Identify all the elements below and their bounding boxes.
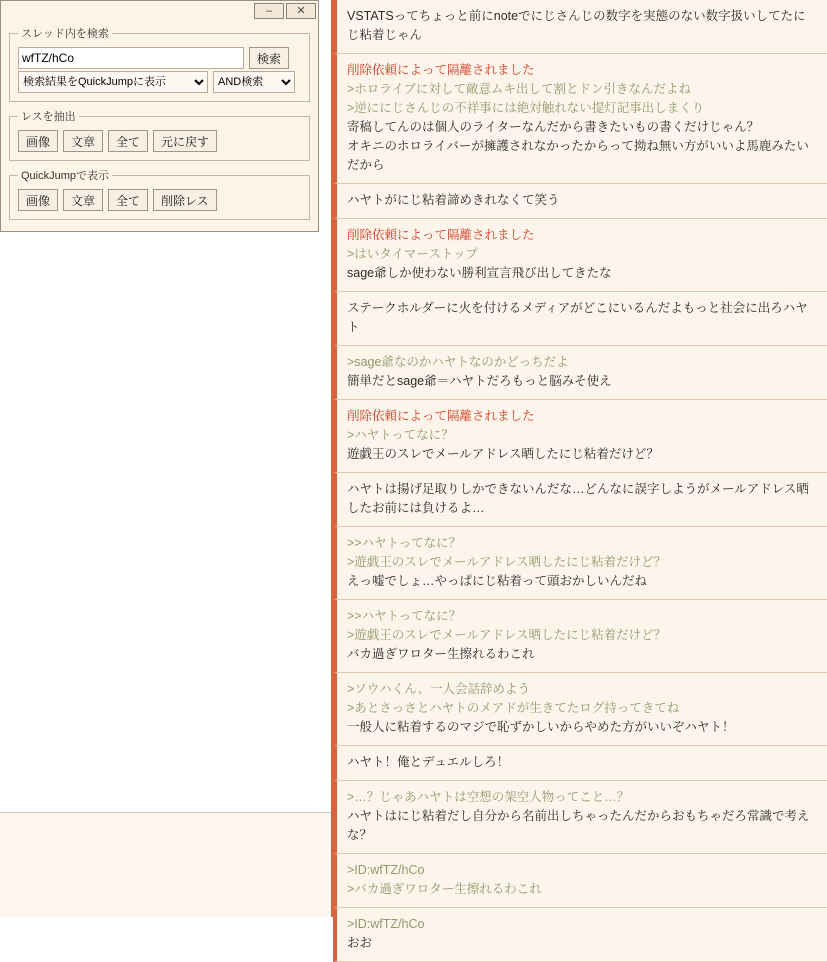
extract-legend: レスを抽出 [21,111,76,123]
close-button[interactable]: ✕ [286,3,316,19]
post-body-line: ステークホルダーに火を付けるメディアがどこにいるんだよもっと社会に出ろハヤト [347,301,808,334]
extract-buttons-row [18,130,301,152]
post-body-line: おお [347,936,373,950]
post-deleted-notice: 削除依頼によって隔離されました [347,228,535,242]
post-body-line: オキニのホロライバーが擁護されなかったからって拗ね無い方がいいよ馬鹿みたいだから [347,139,809,172]
extract-images-button[interactable]: 画像 [18,130,58,152]
thread-post[interactable] [333,746,827,781]
post-body-line: ハヤト！俺とデュエルしろ！ [347,755,510,769]
quickjump-text-button[interactable]: 文章 [63,189,103,211]
quickjump-deleted-button[interactable]: 削除レス [153,189,217,211]
post-quote-line: >ホロライブに対して敵意ムキ出して割とドン引きなんだよね [347,82,692,96]
quickjump-images-button[interactable]: 画像 [18,189,58,211]
post-body-line: 一般人に粘着するのマジで恥ずかしいからやめた方がいいぞハヤト！ [347,720,735,734]
thread-post[interactable] [333,473,827,527]
thread-post[interactable] [333,54,827,184]
quickjump-legend: QuickJumpで表示 [21,170,110,182]
minimize-button[interactable]: – [254,3,284,19]
thread-post[interactable] [333,219,827,292]
search-input[interactable] [18,47,244,69]
thread-search-group [9,25,310,102]
post-quote-line: >遊戯王のスレでメールアドレス晒したにじ粘着だけど？ [347,628,667,642]
thread-post[interactable] [333,184,827,219]
post-body-line: ハヤトは揚げ足取りしかできないんだな…どんなに誤字しようがメールアドレス晒したお前には負けるよ… [347,482,809,515]
quickjump-buttons-row [18,189,301,211]
post-body-line: バカ過ぎワロター生擦れるわこれ [347,647,535,661]
post-quote-line: >ID:wfTZ/hCo [347,863,425,877]
thread-post[interactable] [333,600,827,673]
post-quote-line: >sage爺なのかハヤトなのかどっちだよ [347,355,569,369]
thread-search-legend: スレッド内を検索 [21,28,109,40]
post-body-line: 簡単だとsage爺＝ハヤトだろもっと脳みそ使え [347,374,612,388]
post-body-line: えっ嘘でしょ…やっぱにじ粘着って頭おかしいんだね [347,574,648,588]
post-quote-line: >ID:wfTZ/hCo [347,917,425,931]
extract-all-button[interactable]: 全て [108,130,148,152]
search-tool-window [0,0,319,232]
post-quote-line: >>ハヤトってなに？ [347,536,462,550]
post-quote-line: >ソウハくん、一人会話辞めよう [347,682,531,696]
post-body-line: ハヤトはにじ粘着だし自分から名前出しちゃったんだからおもちゃだろ常識で考えな？ [347,809,810,842]
search-logic-select[interactable] [213,71,295,93]
post-body-line: VSTATSってちょっと前にnoteでにじさんじの数字を実態のない数字扱いしてたにじ粘着じゃん [347,9,806,42]
left-pane-lower-area [0,813,331,917]
window-titlebar[interactable] [1,1,318,21]
search-button[interactable]: 検索 [249,47,289,69]
post-quote-line: >…？じゃあハヤトは空想の架空人物ってこと…？ [347,790,630,804]
thread-post[interactable] [333,854,827,908]
post-deleted-notice: 削除依頼によって隔離されました [347,409,535,423]
post-body-line: sage爺しか使わない勝利宣言飛び出してきたな [347,266,612,280]
thread-post[interactable] [333,673,827,746]
extract-text-button[interactable]: 文章 [63,130,103,152]
post-quote-line: >はいタイマーストップ [347,247,479,261]
post-deleted-notice: 削除依頼によって隔離されました [347,63,535,77]
post-quote-line: >逆ににじさんじの不祥事には絶対触れない提灯記事出しまくり [347,101,705,115]
post-quote-line: >ハヤトってなに？ [347,428,454,442]
post-body-line: 遊戯王のスレでメールアドレス晒したにじ粘着だけど？ [347,447,659,461]
post-body-line: 寄稿してんのは個人のライターなんだから書きたいもの書くだけじゃん？ [347,120,760,134]
thread-post-list[interactable] [331,0,827,950]
extract-group [9,108,310,161]
extract-reset-button[interactable]: 元に戻す [153,130,217,152]
thread-post[interactable] [333,400,827,473]
quickjump-all-button[interactable]: 全て [108,189,148,211]
post-quote-line: >>ハヤトってなに？ [347,609,462,623]
post-quote-line: >あとさっさとハヤトのメアドが生きてたログ持ってきてね [347,701,680,715]
post-quote-line: >遊戯王のスレでメールアドレス晒したにじ粘着だけど？ [347,555,667,569]
thread-post[interactable] [333,908,827,962]
post-quote-line: >バカ過ぎワロター生擦れるわこれ [347,882,542,896]
search-options-row [18,71,301,93]
thread-post[interactable] [333,0,827,54]
left-pane [0,0,331,917]
thread-post[interactable] [333,346,827,400]
search-result-target-select[interactable] [18,71,208,93]
post-body-line: ハヤトがにじ粘着諦めきれなくて笑う [347,193,560,207]
thread-post[interactable] [333,292,827,346]
search-query-row [18,47,301,69]
thread-post[interactable] [333,781,827,854]
quickjump-group [9,167,310,220]
thread-post[interactable] [333,527,827,600]
